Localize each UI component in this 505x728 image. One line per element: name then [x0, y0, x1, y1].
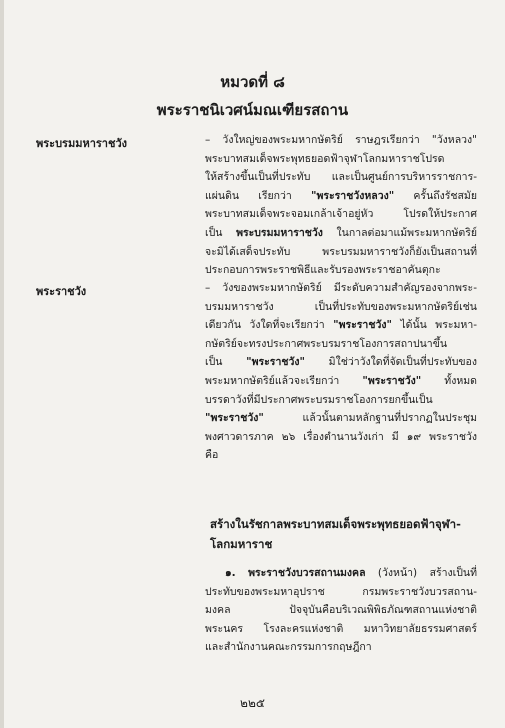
emphasis-term: "พระราชวัง"	[205, 412, 264, 425]
definition-line: กษัตริย์จะทรงประกาศพระบรมราชโองการสถาปนาขึ้น	[205, 337, 448, 350]
definition-line: พระนคร โรงละครแห่งชาติ มหาวิทยาลัยธรรมศาสตร์	[205, 622, 477, 635]
definition-line: เป็น "พระราชวัง" มิใช่ว่าวังใดที่จัดเป็นที่ประทับของ	[205, 356, 477, 369]
section-heading-line: สร้างในรัชกาลพระบาทสมเด็จพระพุทธยอดฟ้าจุฬา-	[210, 517, 461, 531]
emphasis-term: "พระราชวัง"	[362, 374, 422, 387]
emphasis-term: "พระราชวัง"	[333, 319, 392, 332]
definition-line: ให้สร้างขึ้นเป็นที่ประทับ และเป็นศูนย์การบริหารราชการ-	[205, 171, 477, 184]
definition-line: และสำนักงานคณะกรรมการกฤษฎีกา	[205, 641, 372, 654]
definition-line: คือ	[205, 449, 219, 462]
definition-line: แผ่นดิน เรียกว่า "พระราชวังหลวง" ครั้นถึงรัชสมัย	[205, 189, 477, 202]
emphasis-term: "พระราชวัง"	[246, 356, 305, 369]
chapter-title: หมวดที่ ๘	[220, 73, 285, 91]
definition-line: พระมหากษัตริย์แล้วจะเรียกว่า "พระราชวัง" ทั้งหมด	[205, 374, 477, 387]
entry-definition-royal-palace	[205, 279, 477, 465]
definition-line: พงศาวดารภาค ๒๖ เรื่องตำนานวังเก่า มี ๑๙ พระราชวัง	[205, 430, 477, 443]
entry-term-grand-palace: พระบรมมหาราชวัง	[36, 137, 127, 150]
emphasis-term: "พระราชวังหลวง"	[311, 189, 395, 202]
item-number: ๑.	[225, 567, 236, 579]
emphasis-term: พระบรมมหาราชวัง	[236, 226, 323, 239]
definition-line: ประกอบการพระราชพิธีและรับรองพระราชอาคันตุกะ	[205, 264, 441, 277]
definition-line: พระบาทสมเด็จพระจอมเกล้าเจ้าอยู่หัว โปรดให้ประกาศ	[205, 208, 477, 221]
section-heading	[210, 514, 480, 554]
definition-line: บรรดาวังที่มีประกาศพระบรมราชโองการยกขึ้นเป็น	[205, 393, 433, 406]
item-name: พระราชวังบวรสถานมงคล	[248, 567, 366, 579]
definition-line: "พระราชวัง" แล้วนั้นตามหลักฐานที่ปรากฏในประชุม	[205, 412, 477, 425]
definition-line: พระบาทสมเด็จพระพุทธยอดฟ้าจุฬาโลกมหาราชโปรด	[205, 152, 445, 165]
entry-term-royal-palace: พระราชวัง	[36, 285, 87, 298]
definition-line: เป็น พระบรมมหาราชวัง ในกาลต่อมาแม้พระมหากษัตริย์	[205, 226, 477, 239]
definition-line: เดียวกัน วังใดที่จะเรียกว่า "พระราชวัง" ได้นั้น พระมหา-	[205, 319, 478, 332]
entry-definition-grand-palace	[205, 131, 477, 280]
list-item-front-palace	[205, 564, 477, 657]
definition-line: มงคล ปัจจุบันคือบริเวณพิพิธภัณฑสถานแห่งชาติ	[205, 604, 477, 617]
definition-line: ๑. พระราชวังบวรสถานมงคล (วังหน้า) สร้างเป็นที่	[225, 567, 477, 579]
definition-line: – วังของพระมหากษัตริย์ มีระดับความสำคัญรองจากพระ-	[205, 282, 477, 294]
definition-line: ประทับของพระมหาอุปราช กรมพระราชวังบวรสถาน-	[205, 585, 477, 598]
chapter-subtitle: พระราชนิเวศน์มณเฑียรสถาน	[156, 101, 349, 119]
definition-line: จะมิได้เสด็จประทับ พระบรมมหาราชวังก็ยังเป็นสถานที่	[205, 245, 477, 258]
page-number: ๒๒๕	[240, 696, 265, 710]
definition-line: – วังใหญ่ของพระมหากษัตริย์ ราษฎรเรียกว่า "วังหลวง"	[205, 134, 477, 146]
definition-line: บรมมหาราชวัง เป็นที่ประทับของพระมหากษัตริย์เช่น	[205, 300, 477, 313]
section-heading-line: โลกมหาราช	[210, 537, 273, 551]
